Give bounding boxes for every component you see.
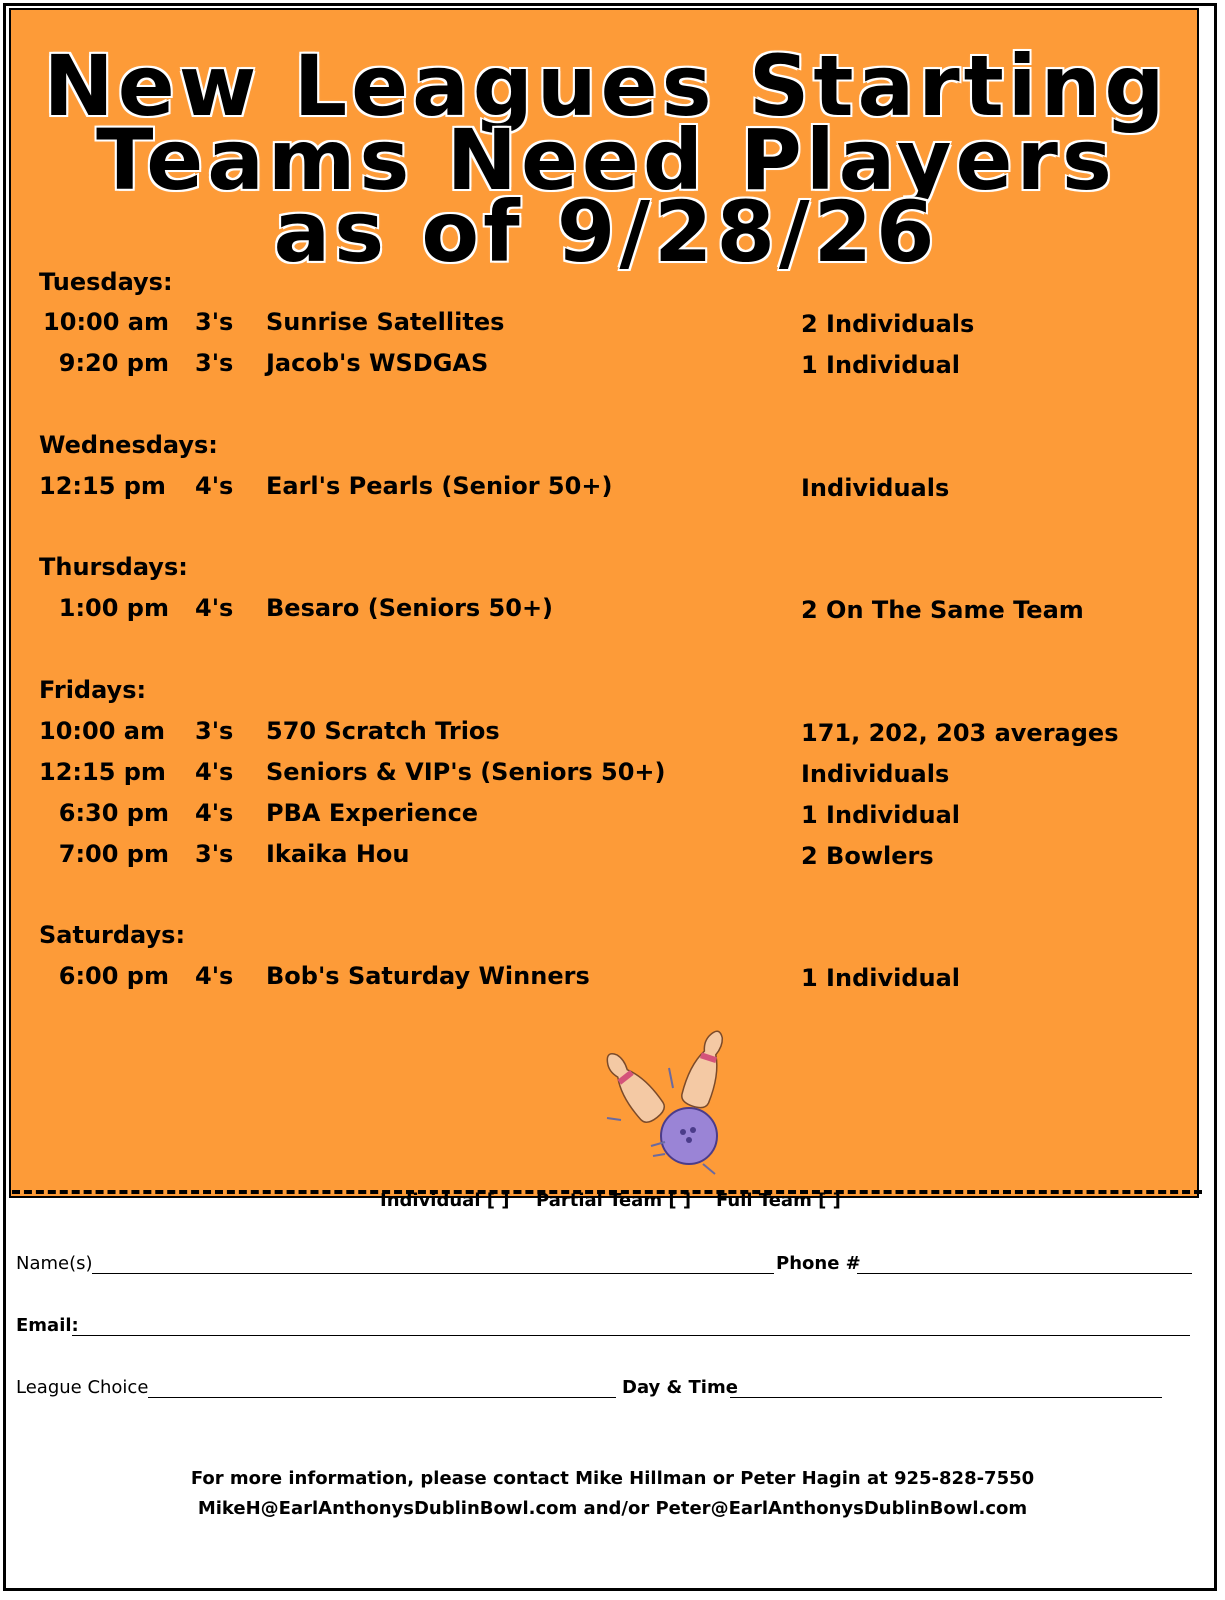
day-heading-tuesdays: Tuesdays: [39, 268, 173, 296]
team-size: 3's [195, 717, 234, 745]
team-size: 3's [195, 349, 234, 377]
phone-field[interactable] [857, 1273, 1192, 1274]
team-size: 4's [195, 962, 234, 990]
league-row [11, 758, 1201, 788]
league-name: PBA Experience [266, 799, 479, 827]
option-individual[interactable] [380, 1190, 510, 1211]
league-row [11, 962, 1201, 992]
league-row [11, 594, 1201, 624]
flyer-panel [9, 8, 1199, 1198]
option-partial-label: Partial Team [536, 1190, 663, 1211]
players-needed: 1 Individual [801, 801, 961, 829]
league-time: 9:20 pm [58, 349, 169, 377]
headline-line-3: as of 9/28/26 [273, 183, 939, 281]
day-heading-fridays: Fridays: [39, 676, 147, 704]
day-heading-saturdays: Saturdays: [39, 921, 186, 949]
contact-email-line: MikeH@EarlAnthonysDublinBowl.com and/or Peter@EarlAnthonysDublinBowl.com [197, 1498, 1028, 1519]
league-time: 12:15 pm [39, 472, 166, 500]
league-name: Jacob's WSDGAS [266, 349, 489, 377]
option-full-team[interactable] [716, 1190, 841, 1211]
league-row [11, 308, 1201, 338]
league-name: Seniors & VIP's (Seniors 50+) [266, 758, 666, 786]
league-choice-label: League Choice [16, 1377, 149, 1398]
league-row [11, 799, 1201, 829]
option-individual-label: Individual [380, 1190, 481, 1211]
option-partial-team[interactable] [536, 1190, 691, 1211]
league-choice-field[interactable] [148, 1397, 616, 1398]
names-field[interactable] [92, 1273, 774, 1274]
day-heading-wednesdays: Wednesdays: [39, 431, 218, 459]
team-size: 4's [195, 758, 234, 786]
league-time: 10:00 am [39, 717, 165, 745]
players-needed: Individuals [801, 474, 950, 502]
checkbox-full-team[interactable]: [ ] [818, 1190, 841, 1211]
email-field[interactable] [72, 1335, 1190, 1336]
players-needed: Individuals [801, 760, 950, 788]
team-size: 4's [195, 799, 234, 827]
email-label: Email: [16, 1315, 79, 1336]
league-name: Earl's Pearls (Senior 50+) [266, 472, 613, 500]
team-size: 4's [195, 594, 234, 622]
league-row [11, 840, 1201, 870]
team-size: 3's [195, 840, 234, 868]
phone-label: Phone # [776, 1253, 861, 1274]
league-name: Ikaika Hou [266, 840, 410, 868]
headline-line-2: Teams Need Players [96, 111, 1116, 209]
checkbox-individual[interactable]: [ ] [486, 1190, 510, 1211]
league-name: 570 Scratch Trios [266, 717, 500, 745]
league-row [11, 349, 1201, 379]
league-time: 6:00 pm [58, 962, 169, 990]
players-needed: 171, 202, 203 averages [801, 719, 1119, 747]
league-time: 12:15 pm [39, 758, 166, 786]
players-needed: 2 On The Same Team [801, 596, 1084, 624]
day-time-label: Day & Time [622, 1377, 738, 1398]
league-row [11, 717, 1201, 747]
players-needed: 1 Individual [801, 964, 961, 992]
checkbox-partial-team[interactable]: [ ] [668, 1190, 692, 1211]
league-row [11, 472, 1201, 502]
league-time: 1:00 pm [58, 594, 169, 622]
headline-line-1: New Leagues Starting [43, 37, 1169, 135]
names-label: Name(s) [16, 1253, 93, 1274]
team-size: 4's [195, 472, 234, 500]
players-needed: 2 Bowlers [801, 842, 934, 870]
contact-info-line: For more information, please contact Mike Hillman or Peter Hagin at 925-828-7550 [190, 1468, 1035, 1489]
players-needed: 1 Individual [801, 351, 961, 379]
league-time: 7:00 pm [58, 840, 169, 868]
option-full-label: Full Team [716, 1190, 812, 1211]
players-needed: 2 Individuals [801, 310, 975, 338]
league-time: 6:30 pm [58, 799, 169, 827]
bowling-ball-and-pins-icon [603, 1028, 743, 1178]
day-heading-thursdays: Thursdays: [39, 553, 188, 581]
league-time: 10:00 am [43, 308, 169, 336]
team-size: 3's [195, 308, 234, 336]
day-time-field[interactable] [730, 1397, 1162, 1398]
league-name: Bob's Saturday Winners [266, 962, 590, 990]
league-name: Besaro (Seniors 50+) [266, 594, 554, 622]
league-name: Sunrise Satellites [266, 308, 505, 336]
